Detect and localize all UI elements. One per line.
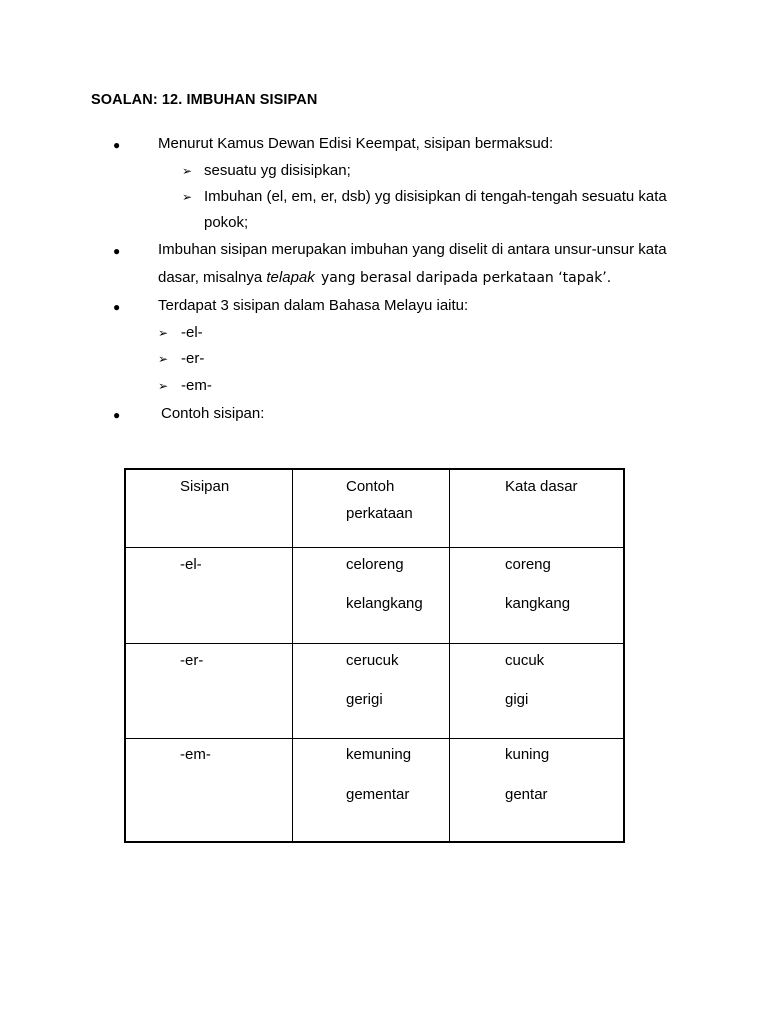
bullet-text: Menurut Kamus Dewan Edisi Keempat, sisipan bermaksud: [158, 135, 554, 152]
table-cell-contoh: cerucuk [346, 652, 399, 669]
text-segment: yang berasal daripada perkataan ‘tapak’. [320, 270, 612, 286]
table-row-divider [126, 547, 623, 548]
bullet-icon: ● [113, 244, 121, 258]
table-cell-dasar: cucuk [505, 652, 545, 669]
sub-bullet-text: sesuatu yg disisipkan; [204, 162, 351, 179]
bullet-icon: ● [113, 300, 121, 314]
list-item: -el- [181, 324, 203, 341]
table-header-sisipan: Sisipan [180, 478, 230, 495]
table-header-kata-dasar: Kata dasar [505, 478, 578, 495]
table-cell-sisipan: -er- [180, 652, 204, 669]
table-cell-contoh: kemuning [346, 746, 412, 763]
table-cell-sisipan: -el- [180, 556, 202, 573]
table-header-contoh: Contoh [346, 478, 395, 495]
bullet-icon: ● [113, 408, 121, 422]
bullet-text: Imbuhan sisipan merupakan imbuhan yang diselit di antara unsur-unsur kata [158, 241, 667, 258]
sub-bullet-text: Imbuhan (el, em, er, dsb) yg disisipkan di tengah-tengah sesuatu kata [204, 188, 667, 205]
italic-example-word: telapak [266, 269, 315, 286]
arrow-bullet-icon: ➢ [158, 326, 169, 340]
bullet-text: Terdapat 3 sisipan dalam Bahasa Melayu iaitu: [158, 297, 469, 314]
table-column-divider [292, 470, 293, 841]
table-cell-dasar: kangkang [505, 595, 571, 612]
arrow-bullet-icon: ➢ [158, 352, 169, 366]
table-cell-dasar: gigi [505, 691, 529, 708]
arrow-bullet-icon: ➢ [158, 379, 169, 393]
list-item: -em- [181, 377, 212, 394]
bullet-icon: ● [113, 138, 121, 152]
arrow-bullet-icon: ➢ [182, 190, 193, 204]
table-cell-dasar: coreng [505, 556, 551, 573]
table-header-contoh-line2: perkataan [346, 505, 413, 522]
table-row-divider [126, 643, 623, 644]
text-segment: dasar, misalnya [158, 269, 263, 286]
table-cell-contoh: celoreng [346, 556, 404, 573]
arrow-bullet-icon: ➢ [182, 164, 193, 178]
table-row-divider [126, 738, 623, 739]
table-cell-contoh: kelangkang [346, 595, 423, 612]
sub-bullet-text-continued: pokok; [204, 214, 249, 231]
table-cell-dasar: kuning [505, 746, 550, 763]
table-cell-contoh: gementar [346, 786, 410, 803]
table-cell-contoh: gerigi [346, 691, 383, 708]
bullet-text-continued [158, 270, 611, 285]
list-item: -er- [181, 350, 205, 367]
bullet-text: Contoh sisipan: [161, 405, 265, 422]
table-cell-dasar: gentar [505, 786, 548, 803]
table-cell-sisipan: -em- [180, 746, 211, 763]
page-title: SOALAN: 12. IMBUHAN SISIPAN [91, 92, 318, 108]
table-column-divider [449, 470, 450, 841]
